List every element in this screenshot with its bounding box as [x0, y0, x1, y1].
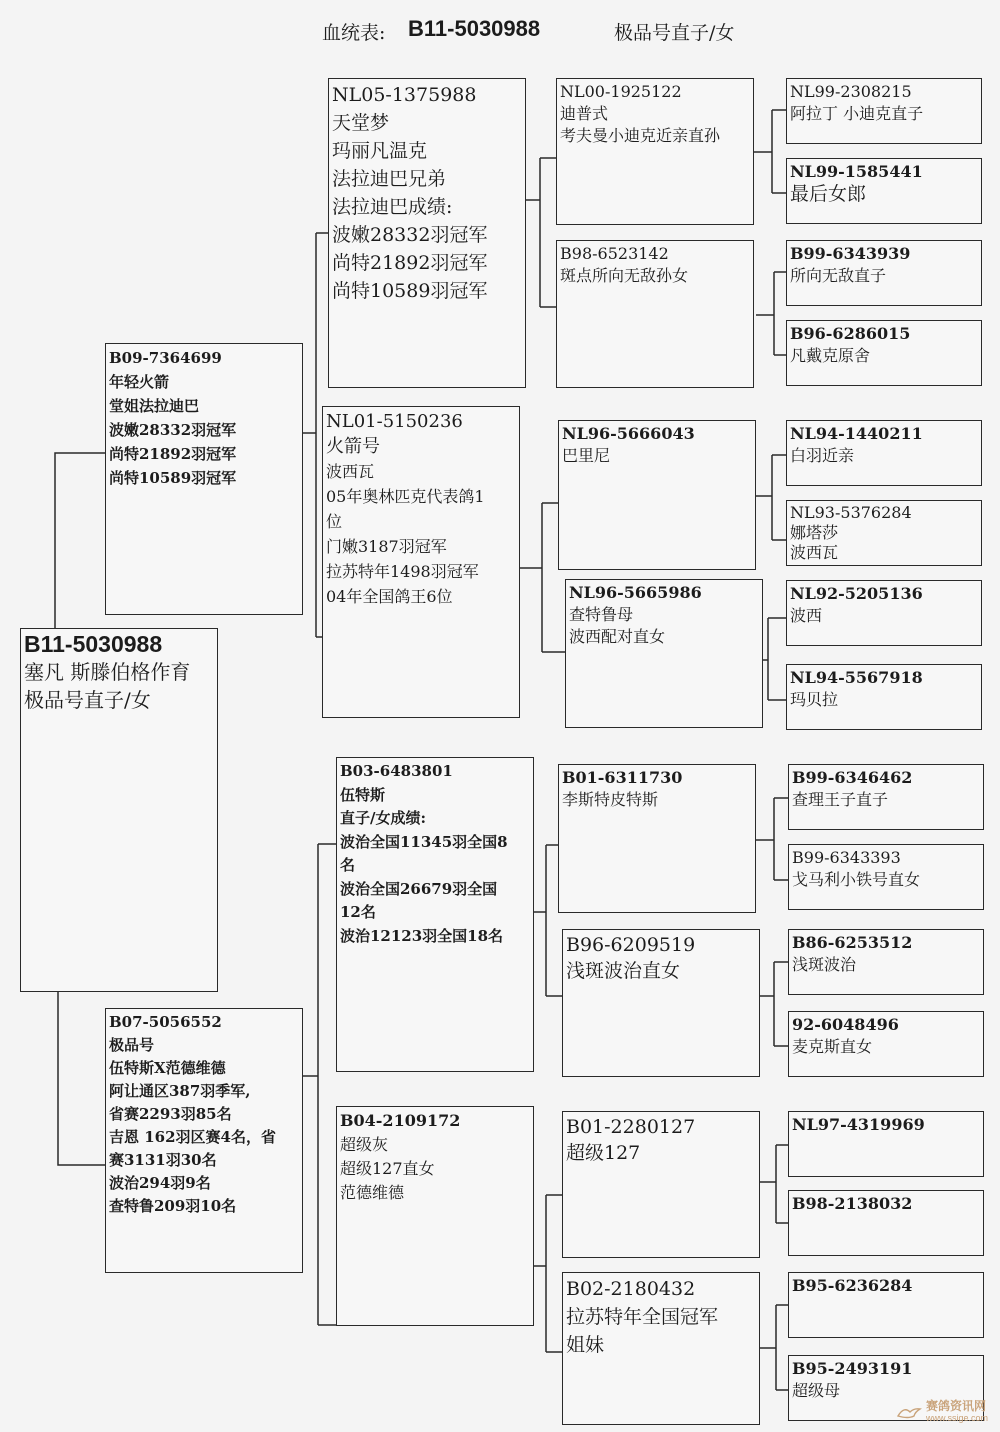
info-line: 超级灰: [340, 1135, 389, 1154]
pigeon-box-gen4-3[interactable]: [786, 240, 982, 306]
ring-number: B02-2180432: [566, 1278, 696, 1300]
info-line: 极品号: [109, 1036, 155, 1054]
info-line: 吉恩 162羽区赛4名，省: [109, 1128, 276, 1146]
ring-number: B09-7364699: [109, 349, 222, 367]
info-line: 年轻火箭: [109, 373, 170, 391]
ring-number: NL97-4319969: [792, 1115, 925, 1134]
info-line: 12名: [340, 903, 376, 921]
ring-number: NL94-5567918: [790, 668, 923, 687]
info-line: 范德维德: [340, 1183, 405, 1202]
pigeon-box-gen4-5[interactable]: [786, 420, 982, 486]
info-line: 伍特斯: [340, 785, 386, 804]
info-line: 名: [340, 856, 356, 874]
info-line: 尚特10589羽冠军: [332, 280, 488, 302]
pigeon-box-sire-dam[interactable]: [322, 406, 520, 718]
info-line: 拉苏特年1498羽冠军: [326, 562, 479, 581]
pigeon-box-root[interactable]: [20, 628, 218, 992]
info-line: 极品号直子/女: [24, 688, 151, 712]
info-line: 直子/女成绩:: [340, 809, 427, 827]
info-line: 省赛2293羽85名: [109, 1105, 232, 1123]
info-line: 堂姐法拉迪巴: [109, 397, 200, 415]
info-line: 迪普式: [560, 104, 609, 123]
ring-number: NL93-5376284: [790, 503, 912, 522]
watermark-url: www.ssige.com: [925, 1413, 988, 1423]
ring-number: B98-6523142: [560, 244, 669, 263]
connector-root-sire: [55, 453, 105, 628]
pigeon-box-gen4-7[interactable]: [786, 580, 982, 646]
ring-number: B95-2493191: [792, 1359, 913, 1378]
pigeon-box-sire[interactable]: [105, 343, 303, 615]
pigeon-box-gen3-4[interactable]: [565, 579, 763, 728]
pigeon-box-gen4-1[interactable]: [786, 78, 982, 144]
info-line: 超级母: [792, 1381, 841, 1400]
info-line: 超级127: [566, 1142, 641, 1164]
info-line: 波治294羽9名: [109, 1174, 211, 1192]
pigeon-box-dam-dam[interactable]: [336, 1106, 534, 1326]
info-line: 最后女郎: [790, 183, 867, 205]
info-line: 尚特10589羽冠军: [109, 469, 237, 487]
pigeon-box-dam-sire[interactable]: [336, 757, 534, 1072]
pigeon-box-gen4-12[interactable]: [788, 1011, 984, 1077]
info-line: 麦克斯直女: [792, 1037, 873, 1056]
info-line: 法拉迪巴兄弟: [332, 168, 447, 190]
info-line: 波西配对直女: [569, 627, 666, 646]
pigeon-box-gen4-6[interactable]: [786, 500, 982, 566]
info-line: 波嫩28332羽冠军: [332, 224, 488, 246]
info-line: 浅斑波治直女: [566, 960, 681, 982]
pigeon-box-gen4-2[interactable]: [786, 158, 982, 224]
ring-number: NL94-1440211: [790, 424, 923, 443]
info-line: 塞凡 斯滕伯格作育: [24, 660, 191, 684]
info-line: 门嫩3187羽冠军: [326, 537, 447, 556]
pigeon-box-gen3-3[interactable]: [558, 420, 756, 570]
watermark-site: 赛鸽资讯网: [925, 1399, 986, 1413]
pigeon-box-gen4-8[interactable]: [786, 664, 982, 730]
info-line: 法拉迪巴成绩:: [332, 196, 453, 218]
ring-number: B03-6483801: [340, 762, 453, 780]
info-line: 波西瓦: [326, 462, 375, 481]
pigeon-box-gen3-6[interactable]: [562, 929, 760, 1077]
ring-number: 92-6048496: [792, 1015, 899, 1034]
info-line: 查特鲁209羽10名: [109, 1197, 237, 1215]
info-line: 波西: [790, 606, 823, 625]
info-line: 凡戴克原舍: [790, 346, 871, 365]
ring-number: NL99-2308215: [790, 82, 912, 101]
pigeon-box-dam[interactable]: [105, 1008, 303, 1273]
info-line: 尚特21892羽冠军: [109, 445, 237, 463]
pigeon-box-gen4-10[interactable]: [788, 844, 984, 910]
ring-number: B04-2109172: [340, 1111, 461, 1130]
info-line: 波西瓦: [790, 543, 839, 562]
pigeon-box-gen3-8[interactable]: [562, 1272, 760, 1425]
info-line: 波治12123羽全国18名: [340, 926, 504, 945]
info-line: 阿让通区387羽季军,: [109, 1082, 251, 1100]
ring-number: NL96-5666043: [562, 424, 695, 443]
ring-number: B11-5030988: [24, 631, 163, 657]
ring-number: NL96-5665986: [569, 583, 702, 602]
ring-number: NL99-1585441: [790, 162, 923, 181]
ring-number: B99-6346462: [792, 768, 913, 787]
info-line: 姐妹: [566, 1334, 605, 1356]
ring-number: B01-2280127: [566, 1116, 696, 1138]
info-line: 拉苏特年全国冠军: [566, 1306, 719, 1328]
info-line: 04年全国鸽王6位: [326, 587, 453, 606]
info-line: 天堂梦: [332, 112, 390, 134]
ring-number: B96-6209519: [566, 934, 696, 956]
ring-number: B86-6253512: [792, 933, 913, 952]
info-line: 所向无敌直子: [790, 266, 887, 285]
info-line: 位: [326, 512, 343, 531]
ring-number: B07-5056552: [109, 1013, 222, 1031]
info-line: 伍特斯X范德维德: [109, 1059, 226, 1077]
title-ring-number: B11-5030988: [408, 16, 541, 41]
info-line: 超级127直女: [340, 1159, 435, 1178]
ring-number: B01-6311730: [562, 768, 683, 787]
pigeon-box-gen4-15[interactable]: [788, 1272, 984, 1338]
info-line: 查特鲁母: [569, 605, 634, 624]
info-line: 波治全国11345羽全国8: [340, 832, 508, 851]
info-line: 玛贝拉: [790, 690, 839, 709]
title-label: 血统表:: [322, 22, 386, 44]
pigeon-box-gen4-13[interactable]: [788, 1111, 984, 1177]
info-line: 赛3131羽30名: [109, 1151, 217, 1169]
pigeon-box-gen3-1[interactable]: [556, 78, 754, 225]
site-watermark: [896, 1400, 988, 1424]
info-line: 波嫩28332羽冠军: [109, 421, 237, 439]
info-line: 戈马利小铁号直女: [792, 870, 921, 889]
info-line: 巴里尼: [562, 446, 611, 465]
info-line: 05年奥林匹克代表鸽1: [326, 487, 485, 506]
info-line: 浅斑波治: [792, 955, 857, 974]
pigeon-box-gen3-2[interactable]: [556, 240, 754, 388]
ring-number: NL00-1925122: [560, 82, 682, 101]
info-line: 波治全国26679羽全国: [340, 879, 498, 898]
info-line: 查理王子直子: [792, 790, 889, 809]
info-line: 火箭号: [326, 436, 380, 457]
ring-number: B96-6286015: [790, 324, 911, 343]
info-line: 考夫曼小迪克近亲直孙: [560, 126, 721, 145]
ring-number: B98-2138032: [792, 1194, 913, 1213]
info-line: 娜塔莎: [790, 523, 839, 542]
info-line: 尚特21892羽冠军: [332, 252, 488, 274]
ring-number: NL01-5150236: [326, 411, 463, 432]
connector-root-dam: [58, 992, 105, 1165]
title-subtitle: 极品号直子/女: [614, 22, 735, 44]
info-line: 白羽近亲: [790, 446, 855, 465]
ring-number: B99-6343939: [790, 244, 911, 263]
ring-number: B99-6343393: [792, 848, 901, 867]
ring-number: NL05-1375988: [332, 84, 477, 106]
pigeon-box-gen3-5[interactable]: [558, 764, 756, 913]
ring-number: NL92-5205136: [790, 584, 923, 603]
pigeon-box-sire-sire[interactable]: [328, 78, 526, 388]
info-line: 玛丽凡温克: [332, 140, 428, 162]
pigeon-box-gen4-4[interactable]: [786, 320, 982, 386]
pigeon-logo-icon: [896, 1404, 922, 1420]
pigeon-box-gen4-9[interactable]: [788, 764, 984, 830]
info-line: 李斯特皮特斯: [562, 790, 659, 809]
ring-number: B95-6236284: [792, 1276, 913, 1295]
pigeon-box-gen4-11[interactable]: [788, 929, 984, 995]
info-line: 斑点所向无敌孙女: [560, 266, 689, 285]
info-line: 阿拉丁 小迪克直子: [790, 104, 924, 123]
pigeon-box-gen4-14[interactable]: [788, 1190, 984, 1256]
pigeon-box-gen3-7[interactable]: [562, 1111, 760, 1258]
